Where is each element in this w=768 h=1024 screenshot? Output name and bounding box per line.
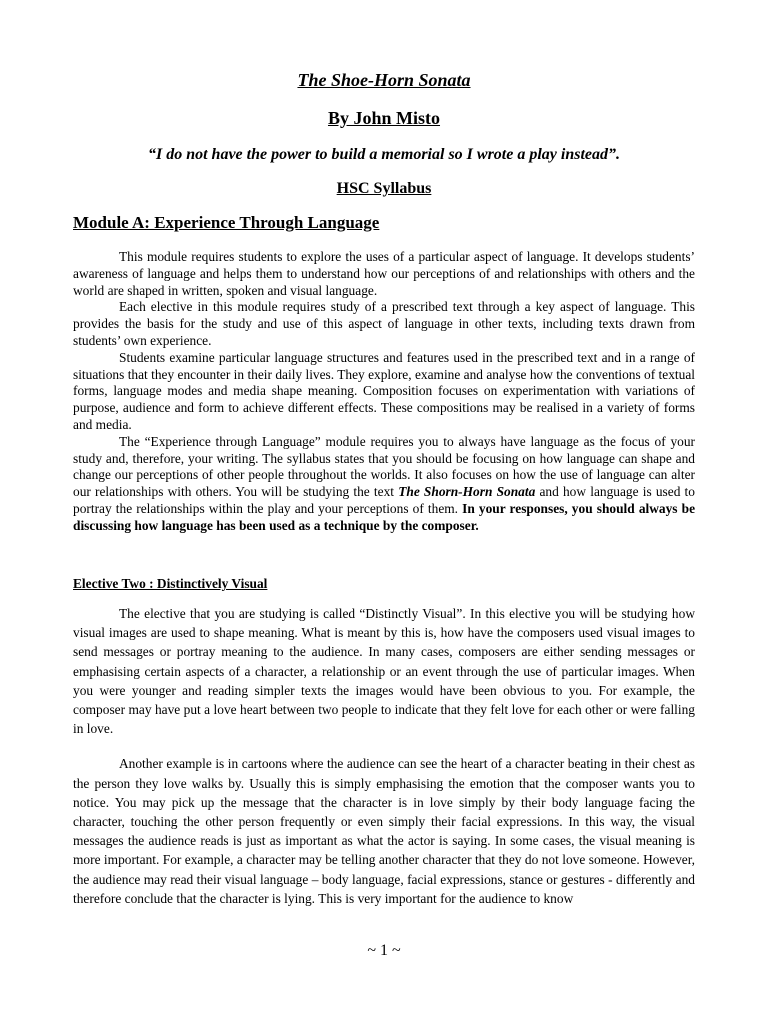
module-paragraph-1: This module requires students to explore the uses of a particular aspect of language. It develops students’ awareness of language and helps them to understand how our perceptions of and relationships with others and the world are shaped in written, spoken and visual language.: [73, 249, 695, 298]
text-title: The Shorn-Horn Sonata: [398, 484, 536, 500]
elective-paragraph-2: Another example is in cartoons where the audience can see the heart of a character beating in their chest as the person they love walks by. Usually this is simply emphasising the emotion that the composer wants you to notice. You may pick up the message that the character is in love simply by their body language facing the character, touching the other person frequently or even simply their facial expressions. In this way, the visual messages the audience reads is just as important as what the actor is saying. In some cases, the visual meaning is more important. For example, a character may be telling another character that they do not love someone. However, the audience may read their visual language – body language, facial expressions, stance or gestures - differently and therefore conclude that the character is lying. This is very important for the audience to know: [73, 756, 695, 906]
document-title: The Shoe-Horn Sonata: [297, 70, 471, 90]
document-author: By John Misto: [327, 108, 441, 128]
elective-heading: Elective Two : Distinctively Visual: [73, 576, 268, 591]
page-number: ~ 1 ~: [367, 942, 401, 959]
module-paragraph-2: Each elective in this module requires study of a prescribed text through a key aspect of language. This provides the basis for the study and use of this aspect of language in other texts, including texts drawn from students’ own experience.: [73, 299, 695, 348]
paragraph-4-text-b: and how language is used to portray the relationships within the play and your perceptions of them.: [73, 484, 695, 516]
paragraph-4-text-a: The “Experience through Language” module requires you to always have language as the focus of your study and, therefore, your writing. The syllabus states that you should be focusing on how language can shape and change our perceptions of other people throughout the worlds. It also focuses on how the use of language can alter our relationships with others. You will be studying the text: [73, 433, 695, 500]
elective-body: [73, 604, 695, 924]
elective-paragraph-1: The elective that you are studying is called “Distinctly Visual”. In this elective you will be studying how visual images are used to shape meaning. What is meant by this is, how have the composers used visual images to send messages or portray meaning to the audience. In many cases, composers are either sending messages or emphasising certain aspects of a character, a relationship or an event through the use of particular images. When you were younger and reading simpler texts the images would have been obvious to you. For example, the composer may have put a love heart between two people to indicate that they felt love for each other or were falling in love.: [73, 606, 695, 737]
module-paragraph-4: [73, 434, 695, 535]
module-body: [73, 249, 695, 535]
paragraph-4-emphasis: In your responses, you should always be discussing how language has been used as a technique by the composer.: [73, 500, 696, 533]
epigraph-quote: “I do not have the power to build a memorial so I wrote a play instead”.: [147, 146, 621, 163]
syllabus-heading: HSC Syllabus: [336, 180, 432, 197]
module-paragraph-3: Students examine particular language structures and features used in the prescribed text and in a range of situations that they encounter in their daily lives. They explore, examine and analyse how the conventions of textual forms, language modes and media shape meaning. Composition focuses on experimentation with variations of purpose, audience and form to achieve different effects. These compositions may be realised in a variety of forms and media.: [73, 349, 695, 432]
module-heading: Module A: Experience Through Language: [73, 213, 380, 232]
